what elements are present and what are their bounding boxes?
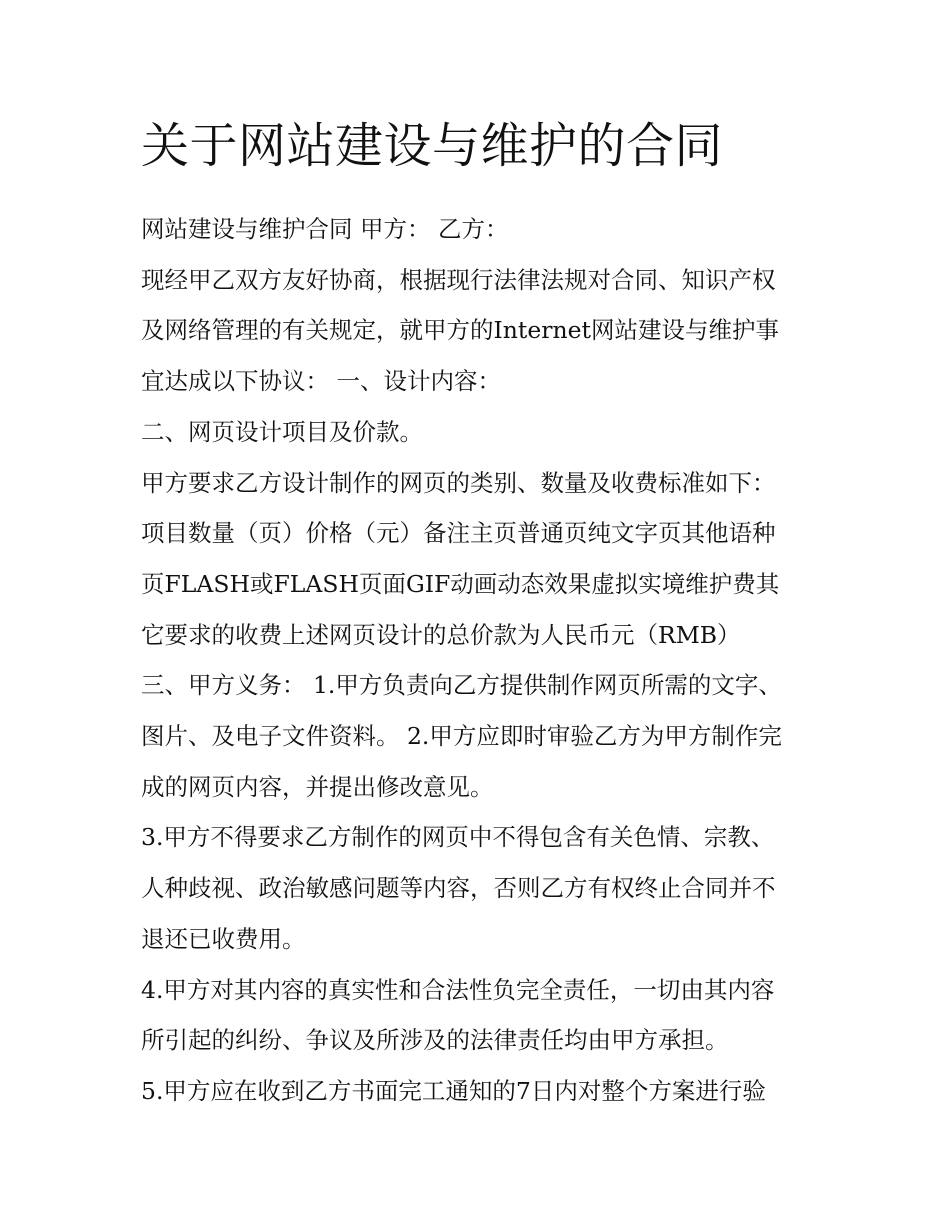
text-line: 人种歧视、政治敏感问题等内容，否则乙方有权终止合同并不 <box>141 874 776 903</box>
text-line: 它要求的收费上述网页设计的总价款为人民币元（RMB） <box>141 620 741 649</box>
text-line: 项目数量（页）价格（元）备注主页普通页纯文字页其他语种 <box>141 519 776 548</box>
text-line: 现经甲乙双方友好协商，根据现行法律法规对合同、知识产权 <box>141 265 776 294</box>
text-line: 二、网页设计项目及价款。 <box>141 417 423 446</box>
document-body <box>141 108 821 1117</box>
text-line: 所引起的纠纷、争议及所涉及的法律责任均由甲方承担。 <box>141 1026 729 1055</box>
text-line: 宜达成以下协议： 一、设计内容： <box>141 367 501 396</box>
document-title: 关于网站建设与维护的合同 <box>141 118 724 174</box>
text-line: 页FLASH或FLASH页面GIF动画动态效果虚拟实境维护费其 <box>141 569 780 598</box>
text-line: 5.甲方应在收到乙方书面完工通知的7日内对整个方案进行验 <box>141 1076 766 1105</box>
text-line: 成的网页内容，并提出修改意见。 <box>141 772 494 801</box>
text-line: 4.甲方对其内容的真实性和合法性负完全责任，一切由其内容 <box>141 975 775 1004</box>
text-line: 网站建设与维护合同 甲方： 乙方： <box>141 215 509 243</box>
text-line: 甲方要求乙方设计制作的网页的类别、数量及收费标准如下： <box>141 468 776 497</box>
text-line: 3.甲方不得要求乙方制作的网页中不得包含有关色情、宗教、 <box>141 823 775 852</box>
text-line: 三、甲方义务： 1.甲方负责向乙方提供制作网页所需的文字、 <box>141 671 782 700</box>
text-line: 退还已收费用。 <box>141 924 306 953</box>
text-line: 图片、及电子文件资料。 2.甲方应即时审验乙方为甲方制作完 <box>141 722 782 751</box>
text-line: 及网络管理的有关规定，就甲方的Internet网站建设与维护事 <box>141 316 779 345</box>
